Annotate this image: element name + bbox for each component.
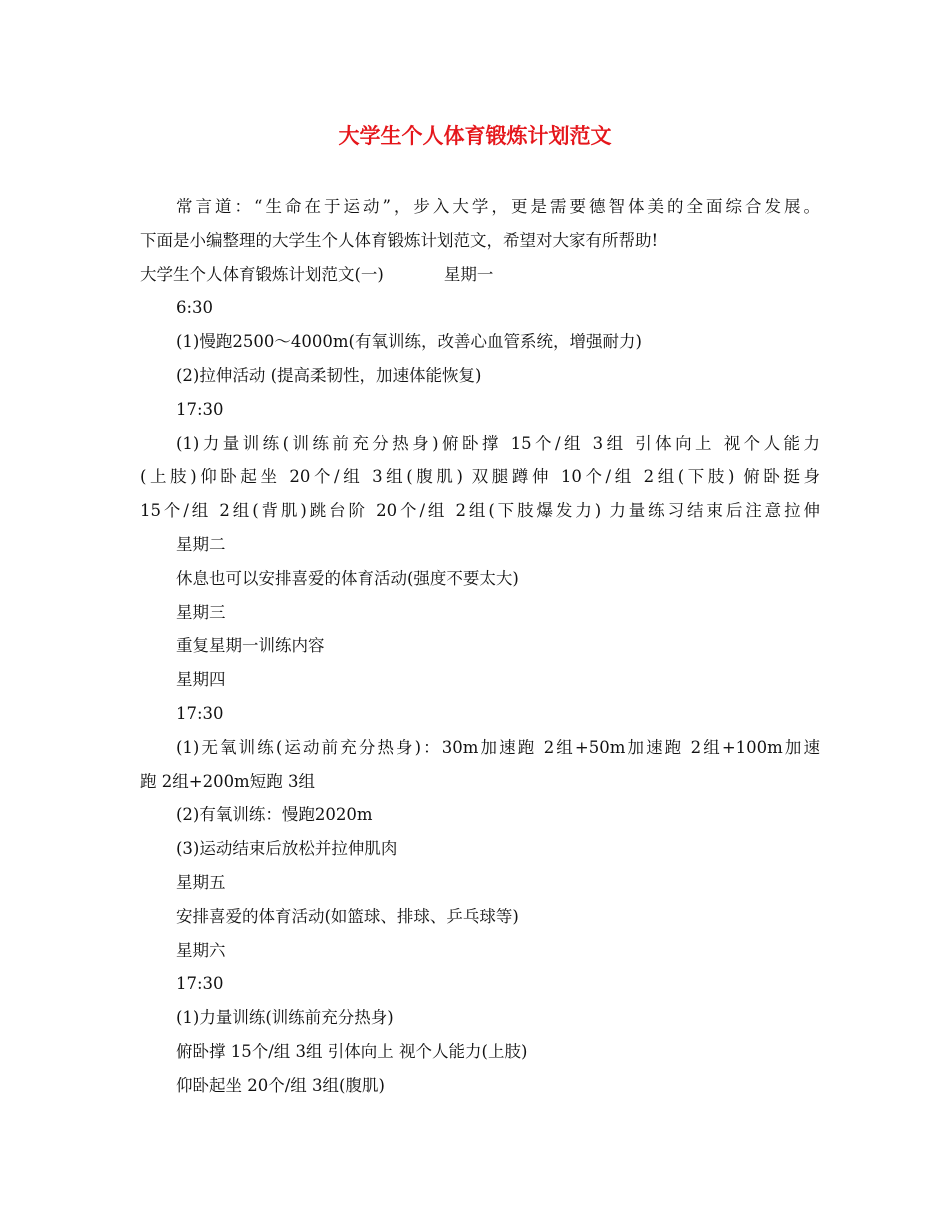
intro-line-1: 常言道：“生命在于运动”，步入大学，更是需要德智体美的全面综合发展。 bbox=[176, 197, 820, 216]
text-line: 跑 2组+200m短跑 3组 bbox=[140, 771, 315, 791]
text-line: 17:30 bbox=[176, 703, 224, 723]
text-line: (1)力量训练(训练前充分热身) bbox=[176, 1008, 394, 1028]
text-line: 重复星期一训练内容 bbox=[176, 636, 325, 656]
text-line: 俯卧撑 15个/组 3组 引体向上 视个人能力(上肢) bbox=[176, 1041, 528, 1061]
text-line: 17:30 bbox=[176, 974, 224, 994]
text-line: 17:30 bbox=[176, 399, 224, 419]
text-line: (3)运动结束后放松并拉伸肌肉 bbox=[176, 839, 398, 859]
text-line: 星期六 bbox=[176, 940, 226, 960]
document-body bbox=[140, 190, 820, 1103]
text-line: 休息也可以安排喜爱的体育活动(强度不要太大) bbox=[176, 568, 519, 588]
text-line: (1)慢跑2500～4000m(有氧训练，改善心血管系统，增强耐力) bbox=[176, 332, 642, 352]
section-day: 星期一 bbox=[443, 264, 494, 284]
section-heading: 大学生个人体育锻炼计划范文(一) bbox=[140, 264, 384, 284]
text-line: (上肢)仰卧起坐 20个/组 3组(腹肌) 双腿蹲伸 10个/组 2组(下肢) 俯卧挺身 bbox=[140, 467, 820, 487]
text-line: 仰卧起坐 20个/组 3组(腹肌) bbox=[176, 1075, 385, 1095]
text-line: 星期五 bbox=[176, 872, 226, 892]
text-line: 星期三 bbox=[176, 602, 226, 622]
text-line: 15个/组 2组(背肌)跳台阶 20个/组 2组(下肢爆发力) 力量练习结束后注意拉伸 bbox=[140, 501, 820, 521]
text-line: (2)拉伸活动 (提高柔韧性，加速体能恢复) bbox=[176, 365, 482, 385]
text-line: 安排喜爱的体育活动(如篮球、排球、乒乓球等) bbox=[176, 906, 519, 926]
text-line: (2)有氧训练：慢跑2020m bbox=[176, 805, 373, 825]
intro-line-2: 下面是小编整理的大学生个人体育锻炼计划范文，希望对大家有所帮助! bbox=[140, 230, 659, 250]
text-line: 6:30 bbox=[176, 298, 214, 318]
document-title: 大学生个人体育锻炼计划范文 bbox=[338, 124, 612, 148]
text-line: (1)无氧训练(运动前充分热身)：30m加速跑 2组+50m加速跑 2组+100m加速 bbox=[176, 737, 820, 757]
text-line: 星期二 bbox=[176, 534, 226, 554]
section-heading-line bbox=[140, 258, 820, 292]
text-line: (1)力量训练(训练前充分热身)俯卧撑 15个/组 3组 引体向上 视个人能力 bbox=[176, 433, 820, 453]
text-line: 星期四 bbox=[176, 670, 226, 690]
